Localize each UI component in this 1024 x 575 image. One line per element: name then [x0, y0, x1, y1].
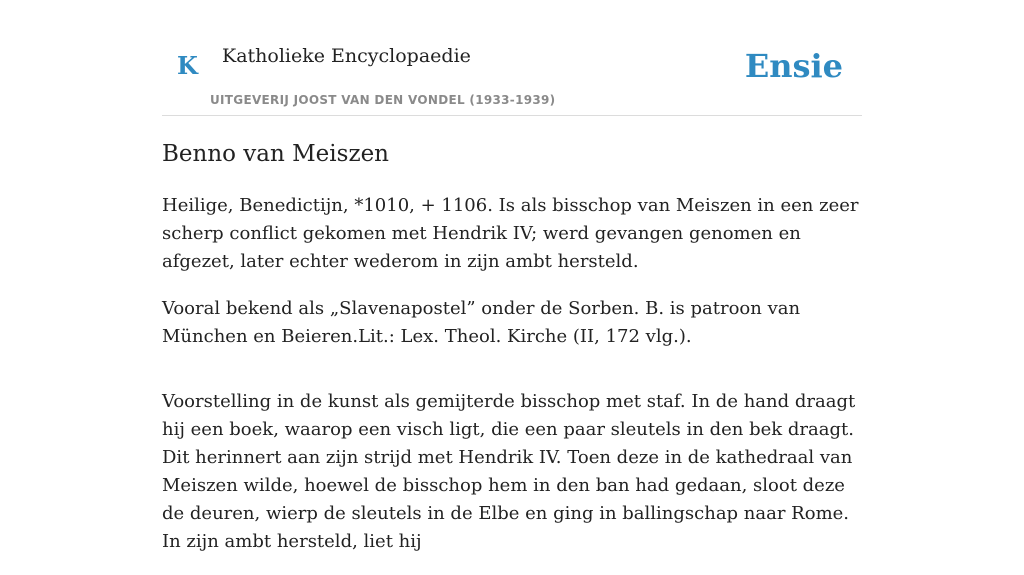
site-title[interactable]: Katholieke Encyclopaedie [222, 45, 471, 67]
article-paragraph: Voorstelling in de kunst als gemijterde bisschop met staf. In de hand draagt hij een boek, waarop een visch ligt, die een paar sleutels in den bek draagt. Dit herinnert aan zijn strijd met Hendrik IV. Toen deze in de kathedraal van Meiszen wilde, hoewel de bisschop hem in den ban had gedaan, sloot deze de deuren, wierp de sleutels in de Elbe en ging in ballingschap naar Rome. In zijn ambt hersteld, liet hij [162, 391, 856, 552]
article-paragraph: Vooral bekend als „Slavenapostel” onder de Sorben. B. is patroon van München en Beieren.Lit.: Lex. Theol. Kirche (II, 172 vlg.). [162, 298, 801, 347]
site-header [162, 0, 862, 116]
article [162, 138, 864, 575]
encyclopedia-logo[interactable]: K [177, 51, 198, 80]
article-title: Benno van Meiszen [162, 141, 389, 167]
publisher-subtitle: UITGEVERIJ JOOST VAN DEN VONDEL (1933-1939) [210, 93, 556, 107]
article-paragraph: Heilige, Benedictijn, *1010, + 1106. Is als bisschop van Meiszen in een zeer scherp conflict gekomen met Hendrik IV; werd gevangen genomen en afgezet, later echter wederom in zijn ambt hersteld. [162, 195, 859, 272]
ensie-brand-logo[interactable]: Ensie [744, 47, 843, 85]
